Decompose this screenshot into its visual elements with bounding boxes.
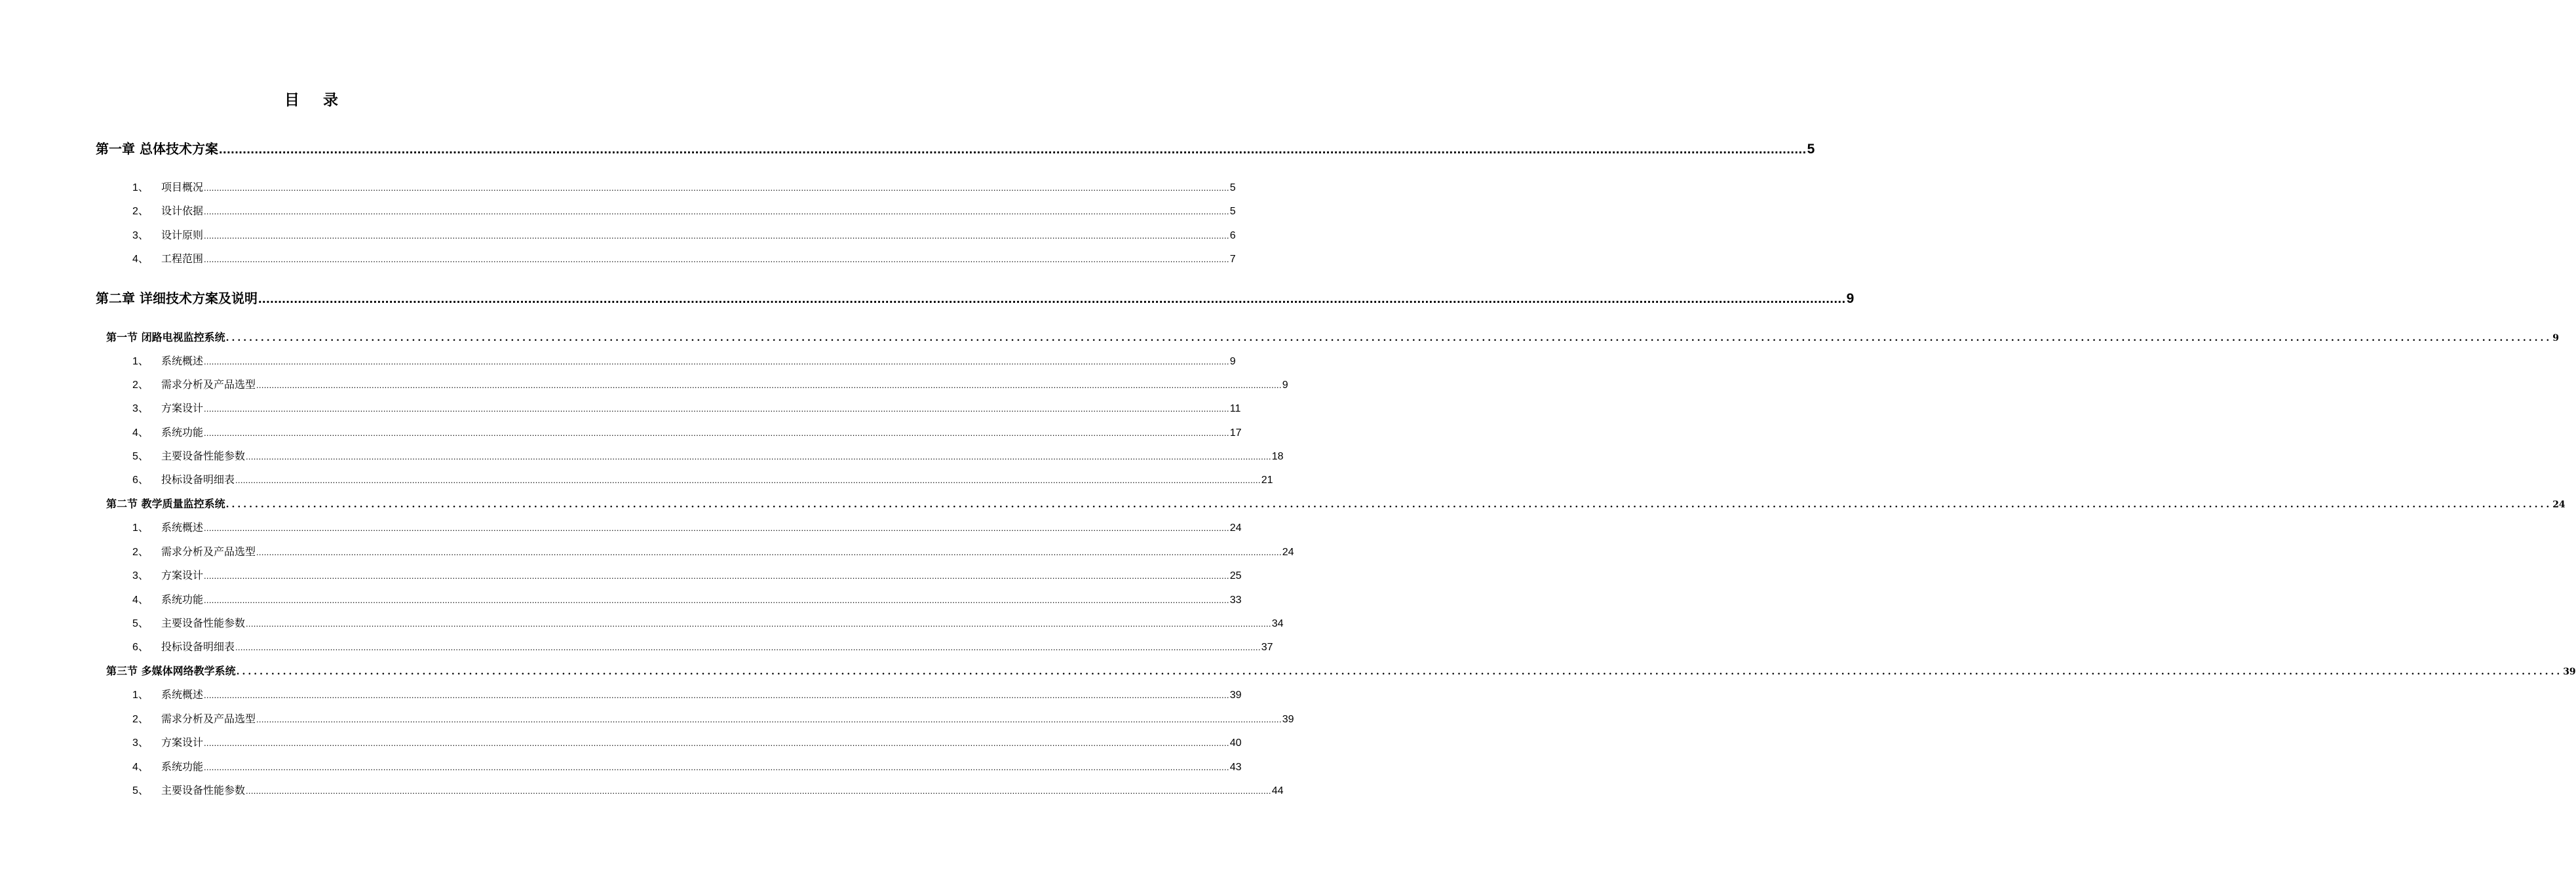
toc-page-number: 24 <box>2552 499 2566 510</box>
toc-page-number: 5 <box>1229 182 1236 193</box>
dot-leader: ................................................................................................................................................................................................................................................................................................................................................................................................................ <box>204 183 1229 193</box>
toc-entry-title: 项目概况 <box>161 181 204 193</box>
toc-page-number: 9 <box>1282 380 1288 391</box>
toc-item-number: 4、 <box>132 427 149 439</box>
toc-entry-title: 第三节 多媒体网络教学系统 <box>106 665 236 677</box>
toc-item[interactable] <box>132 758 1242 773</box>
dot-leader: ................................................................................................................................................................................................................................................................................................................................................................................................................ <box>225 333 2552 343</box>
toc-page-number: 6 <box>1229 230 1236 241</box>
toc-item[interactable] <box>132 179 1236 194</box>
dot-leader: ................................................................................................................................................................................................................................................................................................................................................................................................................ <box>235 475 1261 485</box>
toc-entry-title: 方案设计 <box>161 402 204 414</box>
toc-item-number: 1、 <box>132 182 149 193</box>
toc-entry-title: 第二章 详细技术方案及说明 <box>96 290 258 306</box>
toc-item-number: 3、 <box>132 403 149 414</box>
toc-item-number: 4、 <box>132 762 149 773</box>
dot-leader: ................................................................................................................................................................................................................................................................................................................................................................................................................ <box>256 380 1282 390</box>
toc-entry-title: 主要设备性能参数 <box>161 450 246 462</box>
toc-entry-title: 主要设备性能参数 <box>161 617 246 629</box>
toc-entry-title: 第二节 教学质量监控系统 <box>106 498 225 510</box>
toc-item[interactable] <box>132 782 1284 797</box>
toc-item[interactable] <box>132 448 1284 463</box>
toc-page-number: 17 <box>1229 427 1242 439</box>
toc-item[interactable] <box>132 591 1242 606</box>
toc-entry-title: 设计依据 <box>161 205 204 217</box>
toc-page-number: 11 <box>1229 403 1241 414</box>
toc-page-number: 21 <box>1261 475 1273 486</box>
toc-item-number: 3、 <box>132 230 149 241</box>
toc-page-number: 9 <box>1846 291 1855 306</box>
toc-entry-title: 系统概述 <box>161 688 204 701</box>
toc-entry-title: 工程范围 <box>161 252 204 265</box>
toc-item-number: 3、 <box>132 737 149 749</box>
toc-page-number: 39 <box>2563 667 2576 677</box>
toc-entry-title: 方案设计 <box>161 736 204 749</box>
toc-page-number: 33 <box>1229 595 1242 606</box>
dot-leader: ................................................................................................................................................................................................................................................................................................................................................................................................................ <box>246 786 1271 796</box>
dot-leader: ................................................................................................................................................................................................................................................................................................................................................................................................................ <box>256 715 1282 724</box>
dot-leader: ................................................................................................................................................................................................................................................................................................................................................................................................................ <box>218 142 1807 157</box>
toc-item[interactable] <box>132 424 1242 439</box>
toc-chapter[interactable] <box>96 288 1855 307</box>
toc-entry-title: 方案设计 <box>161 569 204 581</box>
toc-item[interactable] <box>132 567 1242 582</box>
toc-entry-title: 第一节 闭路电视监控系统 <box>106 331 225 343</box>
dot-leader: ................................................................................................................................................................................................................................................................................................................................................................................................................ <box>204 523 1229 533</box>
toc-entry-title: 系统功能 <box>161 426 204 439</box>
dot-leader: ................................................................................................................................................................................................................................................................................................................................................................................................................ <box>204 762 1229 772</box>
toc-entry-title: 第一章 总体技术方案 <box>96 141 218 157</box>
toc-item-number: 2、 <box>132 547 149 558</box>
toc-item-number: 2、 <box>132 714 149 725</box>
toc-page-number: 9 <box>1229 356 1236 367</box>
toc-page-number: 43 <box>1229 762 1242 773</box>
toc-page-number: 37 <box>1261 642 1273 653</box>
toc-page-number: 25 <box>1229 570 1242 581</box>
toc-entry-title: 系统概述 <box>161 355 204 367</box>
dot-leader: ................................................................................................................................................................................................................................................................................................................................................................................................................ <box>204 206 1229 216</box>
toc-item[interactable] <box>132 400 1241 415</box>
toc-chapter[interactable] <box>96 138 1815 157</box>
toc-item-number: 1、 <box>132 356 149 367</box>
toc-section[interactable] <box>106 496 2566 511</box>
dot-leader: ................................................................................................................................................................................................................................................................................................................................................................................................................ <box>204 571 1229 581</box>
toc-page-number: 40 <box>1229 737 1242 749</box>
toc-item-number: 5、 <box>132 618 149 629</box>
toc-entry-title: 投标设备明细表 <box>161 640 235 653</box>
toc-section[interactable] <box>106 663 2576 678</box>
toc-entry-title: 需求分析及产品选型 <box>161 378 256 391</box>
toc-item-number: 3、 <box>132 570 149 581</box>
toc-item[interactable] <box>132 734 1242 749</box>
dot-leader: ................................................................................................................................................................................................................................................................................................................................................................................................................ <box>236 667 2563 677</box>
toc-page-number: 7 <box>1229 254 1236 265</box>
toc-entry-title: 系统功能 <box>161 593 204 606</box>
toc-item-number: 5、 <box>132 451 149 462</box>
toc-entry-title: 需求分析及产品选型 <box>161 713 256 725</box>
toc-item-number: 6、 <box>132 642 149 653</box>
toc-entry-title: 系统功能 <box>161 760 204 773</box>
toc-entry-title: 需求分析及产品选型 <box>161 545 256 558</box>
toc-item[interactable] <box>132 353 1236 368</box>
dot-leader: ................................................................................................................................................................................................................................................................................................................................................................................................................ <box>246 452 1271 461</box>
toc-item-number: 5、 <box>132 785 149 796</box>
toc-entry-title: 系统概述 <box>161 521 204 534</box>
dot-leader: ................................................................................................................................................................................................................................................................................................................................................................................................................ <box>204 231 1229 241</box>
toc-item[interactable] <box>132 686 1242 701</box>
toc-item[interactable] <box>132 376 1288 391</box>
toc-page-number: 24 <box>1229 522 1242 534</box>
toc-page-number: 9 <box>2552 333 2559 343</box>
toc-item[interactable] <box>132 203 1236 218</box>
toc-section[interactable] <box>106 329 2559 344</box>
toc-item-number: 4、 <box>132 254 149 265</box>
toc-item[interactable] <box>132 615 1284 630</box>
dot-leader: ................................................................................................................................................................................................................................................................................................................................................................................................................ <box>204 595 1229 605</box>
toc-item-number: 1、 <box>132 522 149 534</box>
dot-leader: ................................................................................................................................................................................................................................................................................................................................................................................................................ <box>204 357 1229 366</box>
dot-leader: ................................................................................................................................................................................................................................................................................................................................................................................................................ <box>225 499 2552 510</box>
dot-leader: ................................................................................................................................................................................................................................................................................................................................................................................................................ <box>258 292 1846 306</box>
toc-item-number: 4、 <box>132 595 149 606</box>
toc-page-number: 5 <box>1229 206 1236 217</box>
toc-page-number: 34 <box>1271 618 1284 629</box>
toc-item[interactable] <box>132 227 1236 242</box>
dot-leader: ................................................................................................................................................................................................................................................................................................................................................................................................................ <box>204 690 1229 700</box>
toc-item-number: 2、 <box>132 380 149 391</box>
dot-leader: ................................................................................................................................................................................................................................................................................................................................................................................................................ <box>235 642 1261 652</box>
toc-page-number: 5 <box>1807 142 1815 157</box>
page-title: 目 录 <box>284 92 347 109</box>
toc-entry-title: 主要设备性能参数 <box>161 784 246 796</box>
toc-page-number: 44 <box>1271 785 1284 796</box>
toc-item[interactable] <box>132 711 1294 726</box>
dot-leader: ................................................................................................................................................................................................................................................................................................................................................................................................................ <box>204 738 1229 748</box>
toc-item[interactable] <box>132 471 1273 486</box>
toc-item-number: 2、 <box>132 206 149 217</box>
toc-entry-title: 投标设备明细表 <box>161 473 235 486</box>
dot-leader: ................................................................................................................................................................................................................................................................................................................................................................................................................ <box>204 404 1229 414</box>
dot-leader: ................................................................................................................................................................................................................................................................................................................................................................................................................ <box>204 428 1229 438</box>
toc-item-number: 1、 <box>132 690 149 701</box>
toc-page-number: 18 <box>1271 451 1284 462</box>
toc-item[interactable] <box>132 519 1242 534</box>
dot-leader: ................................................................................................................................................................................................................................................................................................................................................................................................................ <box>256 547 1282 557</box>
toc-item-number: 6、 <box>132 475 149 486</box>
toc-item[interactable] <box>132 543 1294 558</box>
toc-entry-title: 设计原则 <box>161 229 204 241</box>
toc-item[interactable] <box>132 638 1273 654</box>
toc-page-number: 39 <box>1282 714 1294 725</box>
toc-item[interactable] <box>132 250 1236 265</box>
toc-page-number: 39 <box>1229 690 1242 701</box>
dot-leader: ................................................................................................................................................................................................................................................................................................................................................................................................................ <box>246 619 1271 629</box>
toc-page-number: 24 <box>1282 547 1294 558</box>
dot-leader: ................................................................................................................................................................................................................................................................................................................................................................................................................ <box>204 254 1229 264</box>
